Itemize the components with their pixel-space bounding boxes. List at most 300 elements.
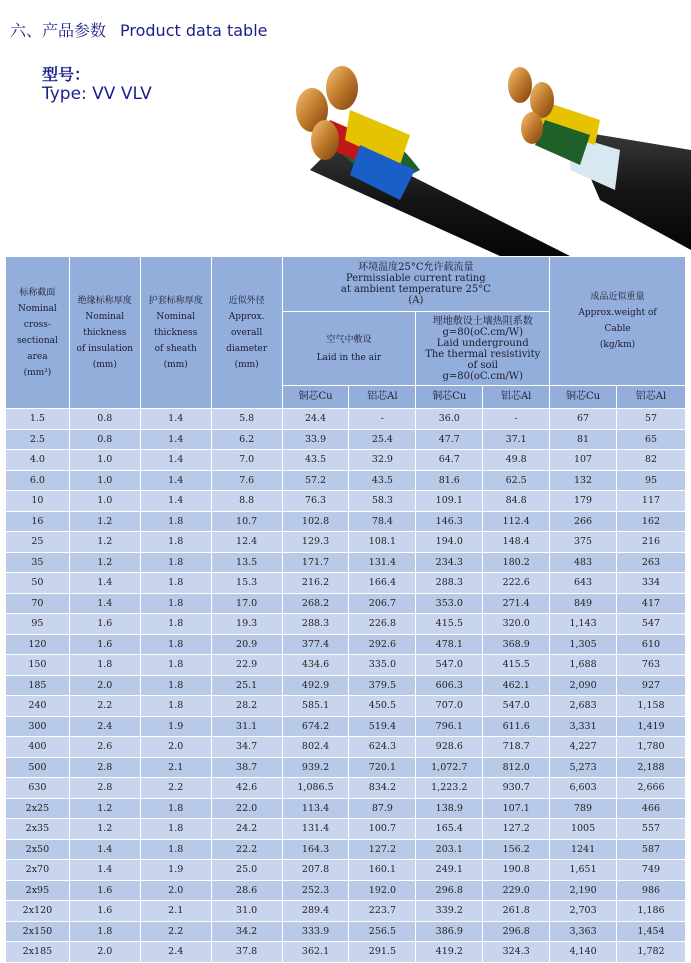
table-cell: 95 <box>616 470 685 491</box>
table-cell: 1,782 <box>616 942 685 963</box>
table-cell: 1.4 <box>140 450 211 471</box>
table-cell: 49.8 <box>483 450 550 471</box>
table-cell: 76.3 <box>282 491 349 512</box>
table-cell: 129.3 <box>282 532 349 553</box>
table-row <box>6 532 686 553</box>
table-cell: 2,666 <box>616 778 685 799</box>
table-cell: 2.0 <box>69 942 140 963</box>
product-data-table <box>5 256 686 963</box>
table-cell: 31.0 <box>211 901 282 922</box>
table-cell: 6,603 <box>550 778 617 799</box>
table-cell: 849 <box>550 593 617 614</box>
table-cell: 78.4 <box>349 511 416 532</box>
table-cell: 0.8 <box>69 429 140 450</box>
table-row <box>6 614 686 635</box>
table-row <box>6 737 686 758</box>
header-air-al: 铝芯Al <box>349 386 416 409</box>
header-air: 空气中敷设 Laid in the air <box>282 312 416 386</box>
table-cell: 31.1 <box>211 716 282 737</box>
table-cell: 261.8 <box>483 901 550 922</box>
table-cell: 415.5 <box>416 614 483 635</box>
table-cell: 292.6 <box>349 634 416 655</box>
table-row <box>6 798 686 819</box>
table-cell: 8.8 <box>211 491 282 512</box>
table-cell: 763 <box>616 655 685 676</box>
table-cell: 2x150 <box>6 921 70 942</box>
table-cell: 434.6 <box>282 655 349 676</box>
table-cell: 606.3 <box>416 675 483 696</box>
table-cell: 81 <box>550 429 617 450</box>
table-cell: 252.3 <box>282 880 349 901</box>
table-cell: 65 <box>616 429 685 450</box>
table-cell: 33.9 <box>282 429 349 450</box>
table-cell: 353.0 <box>416 593 483 614</box>
table-cell: 335.0 <box>349 655 416 676</box>
table-cell: 1.8 <box>140 655 211 676</box>
table-cell: 1,419 <box>616 716 685 737</box>
table-cell: 2x35 <box>6 819 70 840</box>
table-cell: 483 <box>550 552 617 573</box>
table-cell: 266 <box>550 511 617 532</box>
table-cell: 1.4 <box>140 409 211 430</box>
table-cell: 127.2 <box>483 819 550 840</box>
table-row <box>6 901 686 922</box>
table-cell: 70 <box>6 593 70 614</box>
table-cell: 2x185 <box>6 942 70 963</box>
table-cell: 2.0 <box>140 737 211 758</box>
table-row <box>6 716 686 737</box>
table-cell: 263 <box>616 552 685 573</box>
table-cell: 2.0 <box>69 675 140 696</box>
table-cell: 1,688 <box>550 655 617 676</box>
table-cell: 67 <box>550 409 617 430</box>
table-cell: 165.4 <box>416 819 483 840</box>
table-row <box>6 696 686 717</box>
table-cell: 324.3 <box>483 942 550 963</box>
table-row <box>6 429 686 450</box>
table-cell: 1.2 <box>69 511 140 532</box>
table-cell: 107.1 <box>483 798 550 819</box>
table-cell: 249.1 <box>416 860 483 881</box>
table-cell: 35 <box>6 552 70 573</box>
table-cell: 2.0 <box>140 880 211 901</box>
table-cell: 1.6 <box>69 614 140 635</box>
table-cell: 789 <box>550 798 617 819</box>
section-title-en: Product data table <box>120 21 268 40</box>
table-row <box>6 839 686 860</box>
header-sheath: 护套标称厚度 Nominal thickness of sheath (mm) <box>140 257 211 409</box>
table-cell: 50 <box>6 573 70 594</box>
table-row <box>6 819 686 840</box>
table-cell: 162 <box>616 511 685 532</box>
table-cell: 2x50 <box>6 839 70 860</box>
table-cell: 113.4 <box>282 798 349 819</box>
table-cell: 289.4 <box>282 901 349 922</box>
table-cell: 223.7 <box>349 901 416 922</box>
table-cell: 415.5 <box>483 655 550 676</box>
table-cell: 234.3 <box>416 552 483 573</box>
table-cell: 1,651 <box>550 860 617 881</box>
table-cell: 1,186 <box>616 901 685 922</box>
table-cell: 400 <box>6 737 70 758</box>
table-cell: 1,780 <box>616 737 685 758</box>
table-cell: 930.7 <box>483 778 550 799</box>
table-cell: 3,331 <box>550 716 617 737</box>
table-cell: 222.6 <box>483 573 550 594</box>
table-cell: 112.4 <box>483 511 550 532</box>
table-cell: 718.7 <box>483 737 550 758</box>
table-cell: 1.4 <box>140 491 211 512</box>
table-cell: 986 <box>616 880 685 901</box>
table-cell: 834.2 <box>349 778 416 799</box>
table-cell: 585.1 <box>282 696 349 717</box>
table-cell: 547.0 <box>483 696 550 717</box>
table-cell: 10.7 <box>211 511 282 532</box>
table-cell: 4,140 <box>550 942 617 963</box>
table-cell: 102.8 <box>282 511 349 532</box>
table-cell: 320.0 <box>483 614 550 635</box>
table-cell: 1.6 <box>69 634 140 655</box>
table-cell: 5.8 <box>211 409 282 430</box>
table-cell: 610 <box>616 634 685 655</box>
table-cell: 802.4 <box>282 737 349 758</box>
table-cell: 13.5 <box>211 552 282 573</box>
table-cell: 34.2 <box>211 921 282 942</box>
table-cell: 131.4 <box>349 552 416 573</box>
table-cell: 87.9 <box>349 798 416 819</box>
table-cell: 2.2 <box>140 778 211 799</box>
table-cell: 148.4 <box>483 532 550 553</box>
table-cell: 1,305 <box>550 634 617 655</box>
table-cell: 1.8 <box>140 634 211 655</box>
table-cell: 3,363 <box>550 921 617 942</box>
table-cell: 720.1 <box>349 757 416 778</box>
header-weight-al: 铝芯Al <box>616 386 685 409</box>
table-cell: 749 <box>616 860 685 881</box>
table-cell: 5,273 <box>550 757 617 778</box>
table-row <box>6 634 686 655</box>
table-cell: 547 <box>616 614 685 635</box>
table-cell: 22.9 <box>211 655 282 676</box>
table-cell: 547.0 <box>416 655 483 676</box>
table-cell: 2,703 <box>550 901 617 922</box>
table-cell: 4.0 <box>6 450 70 471</box>
table-cell: 43.5 <box>282 450 349 471</box>
cable-photo <box>270 40 691 256</box>
table-cell: 10 <box>6 491 70 512</box>
table-cell: 368.9 <box>483 634 550 655</box>
table-cell: 2.8 <box>69 778 140 799</box>
table-cell: 43.5 <box>349 470 416 491</box>
table-row <box>6 450 686 471</box>
table-cell: 1.0 <box>69 450 140 471</box>
table-cell: 466 <box>616 798 685 819</box>
table-cell: - <box>483 409 550 430</box>
table-cell: 12.4 <box>211 532 282 553</box>
header-diameter: 近似外径 Approx. overall diameter (mm) <box>211 257 282 409</box>
table-cell: 288.3 <box>282 614 349 635</box>
table-cell: 132 <box>550 470 617 491</box>
table-cell: 2.6 <box>69 737 140 758</box>
table-cell: 1.0 <box>69 470 140 491</box>
table-body <box>6 409 686 963</box>
table-cell: 2,090 <box>550 675 617 696</box>
table-row <box>6 491 686 512</box>
table-cell: 37.1 <box>483 429 550 450</box>
table-cell: 22.2 <box>211 839 282 860</box>
table-cell: 1.8 <box>69 921 140 942</box>
section-title <box>10 18 268 41</box>
table-cell: 180.2 <box>483 552 550 573</box>
table-cell: 611.6 <box>483 716 550 737</box>
table-cell: 19.3 <box>211 614 282 635</box>
table-cell: 84.8 <box>483 491 550 512</box>
table-cell: 291.5 <box>349 942 416 963</box>
table-cell: 20.9 <box>211 634 282 655</box>
table-cell: 194.0 <box>416 532 483 553</box>
table-cell: 375 <box>550 532 617 553</box>
table-cell: 450.5 <box>349 696 416 717</box>
table-cell: 1.4 <box>69 839 140 860</box>
table-cell: 624.3 <box>349 737 416 758</box>
table-cell: 22.0 <box>211 798 282 819</box>
table-cell: 2x95 <box>6 880 70 901</box>
table-cell: 928.6 <box>416 737 483 758</box>
table-row <box>6 655 686 676</box>
table-cell: 166.4 <box>349 573 416 594</box>
table-cell: 1.8 <box>69 655 140 676</box>
table-cell: 1.8 <box>140 819 211 840</box>
table-cell: 2.2 <box>140 921 211 942</box>
table-cell: 939.2 <box>282 757 349 778</box>
header-area: 标称截面 Nominal cross- sectional area (mm²) <box>6 257 70 409</box>
table-cell: 519.4 <box>349 716 416 737</box>
table-cell: 131.4 <box>282 819 349 840</box>
right-cable <box>508 67 691 250</box>
table-row <box>6 757 686 778</box>
table-cell: 138.9 <box>416 798 483 819</box>
table-cell: 1.4 <box>140 429 211 450</box>
table-row <box>6 552 686 573</box>
table-row <box>6 511 686 532</box>
table-cell: 300 <box>6 716 70 737</box>
table-cell: 171.7 <box>282 552 349 573</box>
table-cell: 1.8 <box>140 552 211 573</box>
table-cell: 587 <box>616 839 685 860</box>
table-row <box>6 593 686 614</box>
table-cell: 2,683 <box>550 696 617 717</box>
table-cell: 674.2 <box>282 716 349 737</box>
header-ground-cu: 铜芯Cu <box>416 386 483 409</box>
table-cell: 1.2 <box>69 552 140 573</box>
table-cell: 42.6 <box>211 778 282 799</box>
table-row <box>6 778 686 799</box>
header-insulation: 绝缘标称厚度 Nominal thickness of insulation (mm) <box>69 257 140 409</box>
table-cell: 643 <box>550 573 617 594</box>
table-row <box>6 921 686 942</box>
table-row <box>6 880 686 901</box>
table-cell: 6.0 <box>6 470 70 491</box>
table-cell: 2x70 <box>6 860 70 881</box>
table-cell: 57 <box>616 409 685 430</box>
table-cell: 240 <box>6 696 70 717</box>
table-cell: 1.8 <box>140 839 211 860</box>
table-cell: 1,143 <box>550 614 617 635</box>
table-cell: 28.6 <box>211 880 282 901</box>
table-cell: 24.2 <box>211 819 282 840</box>
table-cell: 58.3 <box>349 491 416 512</box>
table-cell: 109.1 <box>416 491 483 512</box>
table-cell: 28.2 <box>211 696 282 717</box>
header-rating: 环境温度25°C允许载流量 Permissiable current rating at ambient temperature 25°C (A) <box>282 257 550 312</box>
table-cell: 2.5 <box>6 429 70 450</box>
table-row <box>6 470 686 491</box>
table-cell: 127.2 <box>349 839 416 860</box>
table-row <box>6 409 686 430</box>
table-row <box>6 675 686 696</box>
table-cell: 1.2 <box>69 819 140 840</box>
table-cell: 1.8 <box>140 511 211 532</box>
table-cell: 2.4 <box>69 716 140 737</box>
table-cell: 47.7 <box>416 429 483 450</box>
table-cell: 333.9 <box>282 921 349 942</box>
table-cell: 1.8 <box>140 696 211 717</box>
table-cell: 1.2 <box>69 532 140 553</box>
table-row <box>6 573 686 594</box>
table-cell: 179 <box>550 491 617 512</box>
table-cell: 2.8 <box>69 757 140 778</box>
table-cell: 203.1 <box>416 839 483 860</box>
table-cell: 1,223.2 <box>416 778 483 799</box>
table-cell: 7.0 <box>211 450 282 471</box>
table-cell: 1.9 <box>140 716 211 737</box>
table-row <box>6 860 686 881</box>
table-cell: 226.8 <box>349 614 416 635</box>
table-cell: - <box>349 409 416 430</box>
table-cell: 206.7 <box>349 593 416 614</box>
table-cell: 419.2 <box>416 942 483 963</box>
table-cell: 25.0 <box>211 860 282 881</box>
table-cell: 1.4 <box>140 470 211 491</box>
table-cell: 216 <box>616 532 685 553</box>
table-cell: 107 <box>550 450 617 471</box>
table-cell: 25.4 <box>349 429 416 450</box>
table-cell: 100.7 <box>349 819 416 840</box>
table-cell: 379.5 <box>349 675 416 696</box>
table-cell: 1,072.7 <box>416 757 483 778</box>
table-cell: 1.8 <box>140 798 211 819</box>
table-cell: 707.0 <box>416 696 483 717</box>
table-cell: 1.9 <box>140 860 211 881</box>
table-cell: 630 <box>6 778 70 799</box>
table-cell: 462.1 <box>483 675 550 696</box>
header-ground: 埋地敷设土壤热阻系数 g=80(oC.cm/W) Laid underground The thermal resistivity of soil g=80(oC.cm/W) <box>416 312 550 386</box>
table-cell: 478.1 <box>416 634 483 655</box>
table-cell: 271.4 <box>483 593 550 614</box>
header-weight: 成品近似重量 Approx.weight of Cable (kg/km) <box>550 257 686 386</box>
table-cell: 386.9 <box>416 921 483 942</box>
table-cell: 81.6 <box>416 470 483 491</box>
table-cell: 2.1 <box>140 901 211 922</box>
table-cell: 296.8 <box>416 880 483 901</box>
table-cell: 1,086.5 <box>282 778 349 799</box>
table-cell: 1.8 <box>140 614 211 635</box>
table-cell: 1.5 <box>6 409 70 430</box>
table-cell: 160.1 <box>349 860 416 881</box>
table-cell: 0.8 <box>69 409 140 430</box>
table-cell: 34.7 <box>211 737 282 758</box>
table-cell: 417 <box>616 593 685 614</box>
table-cell: 288.3 <box>416 573 483 594</box>
table-cell: 32.9 <box>349 450 416 471</box>
table-cell: 64.7 <box>416 450 483 471</box>
table-cell: 377.4 <box>282 634 349 655</box>
table-cell: 2x120 <box>6 901 70 922</box>
table-cell: 1005 <box>550 819 617 840</box>
type-label-en: Type: VV VLV <box>42 84 152 104</box>
table-cell: 1.8 <box>140 593 211 614</box>
table-cell: 7.6 <box>211 470 282 491</box>
table-cell: 164.3 <box>282 839 349 860</box>
table-cell: 2.1 <box>140 757 211 778</box>
table-cell: 1.2 <box>69 798 140 819</box>
table-cell: 362.1 <box>282 942 349 963</box>
table-cell: 38.7 <box>211 757 282 778</box>
header-ground-al: 铝芯Al <box>483 386 550 409</box>
table-cell: 1.0 <box>69 491 140 512</box>
table-cell: 1.6 <box>69 901 140 922</box>
table-cell: 334 <box>616 573 685 594</box>
table-cell: 207.8 <box>282 860 349 881</box>
table-cell: 117 <box>616 491 685 512</box>
table-cell: 150 <box>6 655 70 676</box>
table-cell: 4,227 <box>550 737 617 758</box>
table-cell: 1.8 <box>140 573 211 594</box>
table-cell: 156.2 <box>483 839 550 860</box>
table-cell: 339.2 <box>416 901 483 922</box>
table-cell: 796.1 <box>416 716 483 737</box>
table-cell: 1.8 <box>140 532 211 553</box>
table-cell: 57.2 <box>282 470 349 491</box>
table-cell: 192.0 <box>349 880 416 901</box>
table-cell: 2x25 <box>6 798 70 819</box>
table-cell: 2.2 <box>69 696 140 717</box>
table-cell: 1.4 <box>69 593 140 614</box>
table-row <box>6 942 686 963</box>
table-cell: 2,190 <box>550 880 617 901</box>
table-cell: 6.2 <box>211 429 282 450</box>
table-cell: 1.6 <box>69 880 140 901</box>
table-cell: 256.5 <box>349 921 416 942</box>
table-cell: 216.2 <box>282 573 349 594</box>
table-cell: 190.8 <box>483 860 550 881</box>
table-cell: 25.1 <box>211 675 282 696</box>
table-cell: 95 <box>6 614 70 635</box>
table-cell: 82 <box>616 450 685 471</box>
table-cell: 185 <box>6 675 70 696</box>
table-cell: 2.4 <box>140 942 211 963</box>
table-cell: 1,158 <box>616 696 685 717</box>
table-cell: 268.2 <box>282 593 349 614</box>
table-cell: 492.9 <box>282 675 349 696</box>
table-cell: 557 <box>616 819 685 840</box>
table-cell: 1.4 <box>69 860 140 881</box>
table-cell: 1,454 <box>616 921 685 942</box>
table-cell: 146.3 <box>416 511 483 532</box>
table-cell: 25 <box>6 532 70 553</box>
section-title-cn: 六、产品参数 <box>10 21 107 40</box>
table-cell: 500 <box>6 757 70 778</box>
